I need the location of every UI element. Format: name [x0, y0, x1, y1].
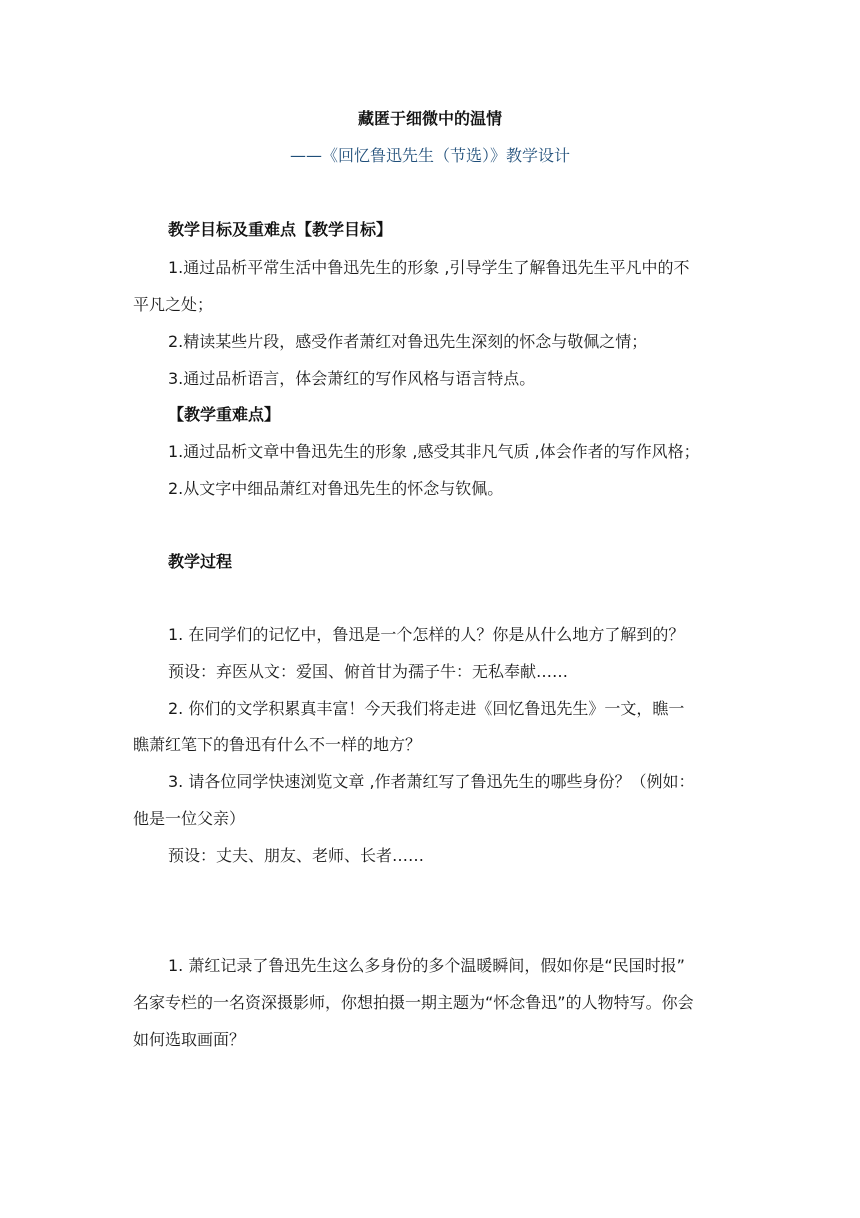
section-heading-process: 教学过程	[168, 552, 233, 571]
document-subtitle: ——《回忆鲁迅先生（节选）》教学设计	[289, 146, 570, 165]
key-point-1: 1.通过品析文章中鲁迅先生的形象 ,感受其非凡气质 ,体会作者的写作风格；	[168, 442, 700, 461]
process-step-2-line-2: 瞧萧红笔下的鲁迅有什么不一样的地方？	[133, 735, 422, 754]
question-1-line-2: 名家专栏的一名资深摄影师，你想拍摄一期主题为“怀念鲁迅”的人物特写。你会	[133, 993, 694, 1012]
process-step-2-line-1: 2. 你们的文学积累真丰富！今天我们将走进《回忆鲁迅先生》一文，瞧一	[168, 699, 685, 718]
goal-2: 2.精读某些片段，感受作者萧红对鲁迅先生深刻的怀念与敬佩之情；	[168, 332, 648, 351]
key-point-2: 2.从文字中细品萧红对鲁迅先生的怀念与钦佩。	[168, 479, 504, 498]
process-step-3-line-1: 3. 请各位同学快速浏览文章 ,作者萧红写了鲁迅先生的哪些身份？（例如：	[168, 772, 695, 791]
process-step-1-preset: 预设：弃医从文：爱国、俯首甘为孺子牛：无私奉献……	[168, 662, 569, 681]
goal-1-line-2: 平凡之处；	[133, 295, 214, 314]
question-1-line-1: 1. 萧红记录了鲁迅先生这么多身份的多个温暖瞬间，假如你是“民国时报”	[168, 956, 685, 975]
section-heading-goals: 教学目标及重难点【教学目标】	[168, 220, 393, 239]
goal-1-line-1: 1.通过品析平常生活中鲁迅先生的形象 ,引导学生了解鲁迅先生平凡中的不	[168, 258, 690, 277]
process-step-3-preset: 预设：丈夫、朋友、老师、长者……	[168, 846, 425, 865]
question-1-line-3: 如何选取画面？	[133, 1030, 246, 1049]
section-heading-key-points: 【教学重难点】	[168, 405, 281, 424]
document-title: 藏匿于细微中的温情	[357, 109, 502, 128]
process-step-1: 1. 在同学们的记忆中，鲁迅是一个怎样的人？你是从什么地方了解到的？	[168, 625, 685, 644]
goal-3: 3.通过品析语言，体会萧红的写作风格与语言特点。	[168, 369, 536, 388]
process-step-3-line-2: 他是一位父亲）	[133, 809, 246, 828]
